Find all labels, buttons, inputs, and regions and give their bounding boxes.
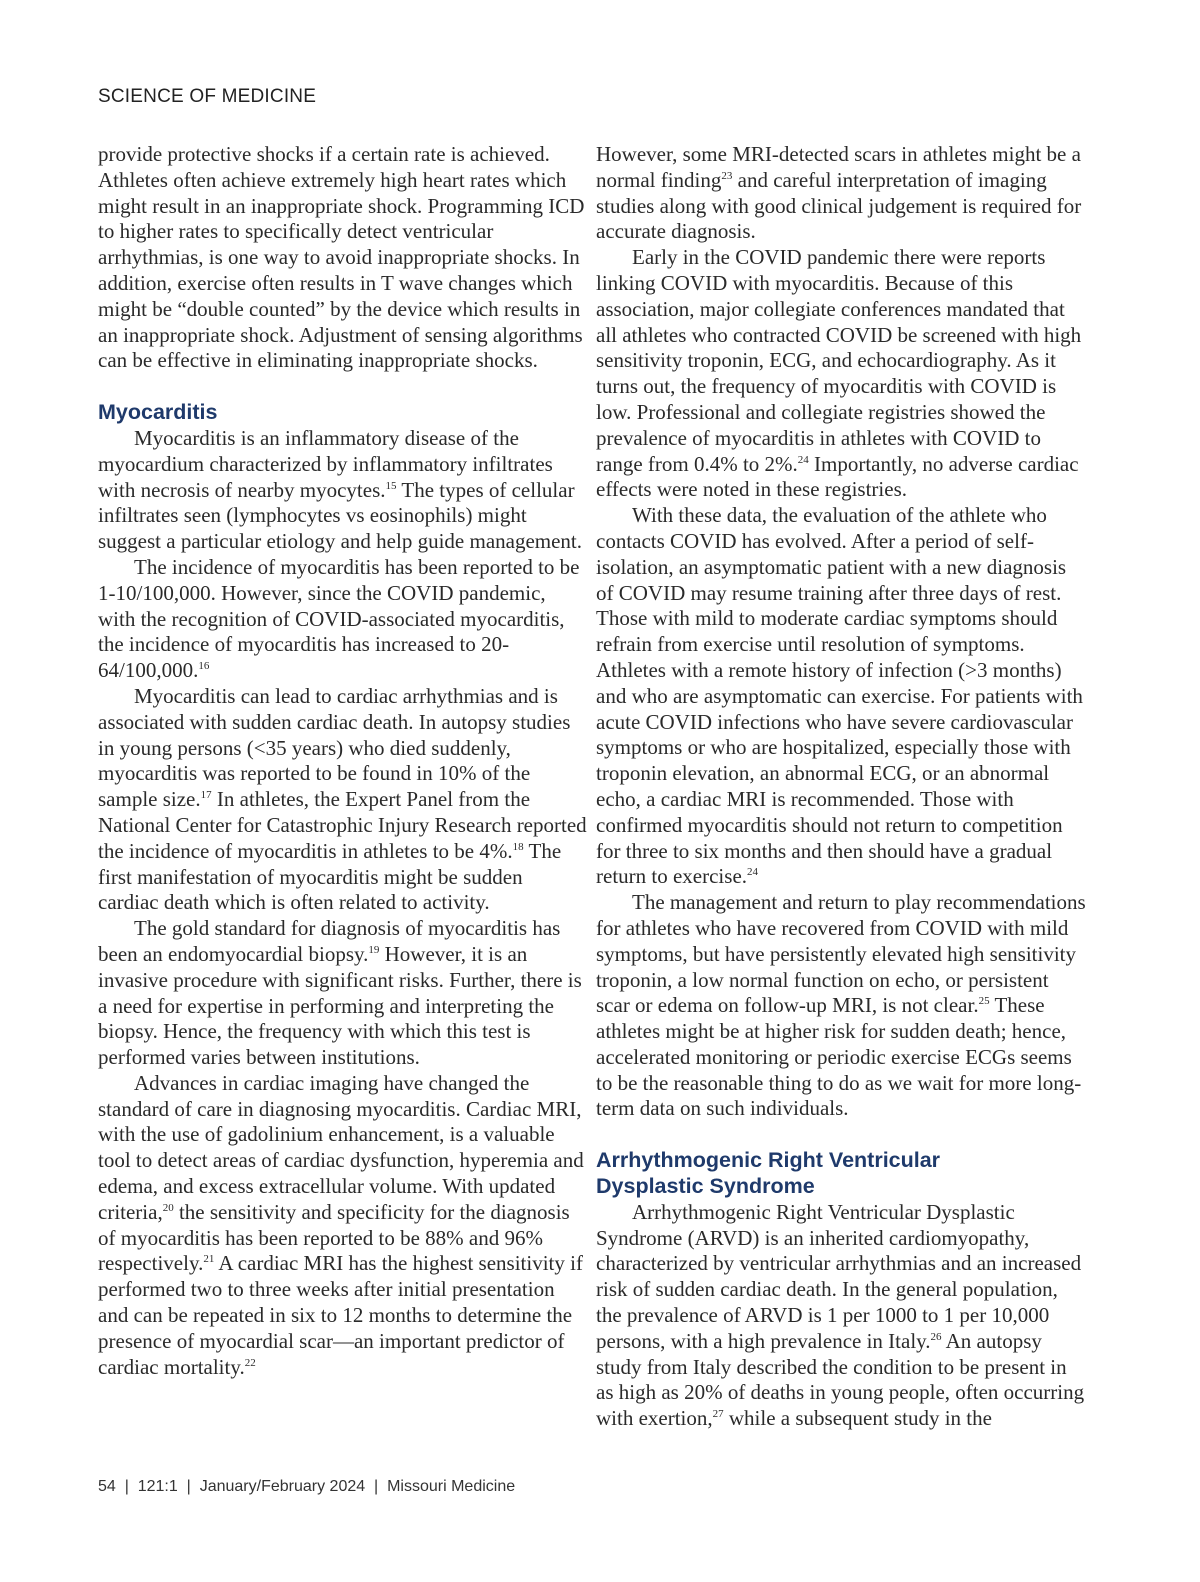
- page-footer: 54 | 121:1 | January/February 2024 | Missouri Medicine: [98, 1478, 516, 1495]
- ref-23: 23: [721, 169, 733, 182]
- ref-16: 16: [198, 660, 210, 673]
- ref-24: 24: [797, 453, 809, 466]
- paragraph-arvd: Arrhythmogenic Right Ventricular Dysplastic Syndrome (ARVD) is an inherited cardiomyopathy, characterized by ventricular arrhythmias and an increased risk of sudden cardiac death. In the general population, the prevalence of ARVD is 1 per 1000 to 1 per 10,000 persons, with a high prevalence in Italy.$^{26}$ An autopsy study from Italy described the condition to be present in as high as 20% of deaths in young people, often occurring with exertion,$^{27}$ while a subsequent study in the: [596, 1199, 1085, 1431]
- ref-27: 27: [712, 1408, 724, 1421]
- heading-myocarditis: Myocarditis: [98, 400, 218, 425]
- ref-25: 25: [978, 995, 990, 1008]
- ref-15: 15: [385, 479, 397, 492]
- paragraph-myocarditis-incidence: The incidence of myocarditis has been reported to be 1-10/100,000. However, since the COVID pandemic, with the recognition of COVID-associated myocarditis, the incidence of myocarditis has increased to 20-64/100,000.16: [98, 554, 580, 683]
- ref-21: 21: [203, 1253, 215, 1266]
- ref-22: 22: [244, 1356, 256, 1369]
- paragraph-biopsy: The gold standard for diagnosis of myocarditis has been an endomyocardial biopsy.$^{19}$ However, it is an invasive procedure with significant risks. Further, there is a need for expertise in performing and interpreting the biopsy. Hence, the frequency with which this test is performed varies between institutions.: [98, 916, 582, 1070]
- ref-19: 19: [368, 943, 380, 956]
- right-column: [596, 142, 1086, 1432]
- ref-24: 24: [747, 866, 759, 879]
- ref-20: 20: [162, 1201, 174, 1214]
- paragraph-myocarditis-arrhythmias: Myocarditis can lead to cardiac arrhythmias and is associated with sudden cardiac death. In autopsy studies in young persons (<35 years) who died suddenly, myocarditis was reported to be found in 10% of the sample size.$^{17}$ In athletes, the Expert Panel from the National Center for Catastrophic Injury Research reported the incidence of myocarditis in athletes to be 4%.$^{18}$ The first manifestation of myocarditis might be sudden cardiac death which is often related to activity.: [98, 683, 587, 915]
- ref-18: 18: [512, 840, 524, 853]
- paragraph-covid-myocarditis: Early in the COVID pandemic there were reports linking COVID with myocarditis. Because of this association, major collegiate conferences mandated that all athletes who contracted COVID be screened with high sensitivity troponin, ECG, and echocardiography. As it turns out, the frequency of myocarditis with COVID is low. Professional and collegiate registries showed the prevalence of myocarditis in athletes with COVID to range from 0.4% to 2%.$^{24}$ Importantly, no adverse cardiac effects were noted in these registries.: [596, 245, 1082, 502]
- section-header: SCIENCE OF MEDICINE: [98, 86, 317, 107]
- ref-17: 17: [200, 789, 212, 802]
- heading-arvd: Arrhythmogenic Right Ventricular Dysplastic Syndrome: [596, 1148, 941, 1199]
- paragraph-return-to-play: The management and return to play recommendations for athletes who have recovered from COVID with mild symptoms, but have persistently elevated high sensitivity troponin, a low normal function on echo, or persistent scar or edema on follow-up MRI, is not clear.$^{25}$ These athletes might be at higher risk for sudden death; hence, accelerated monitoring or periodic exercise ECGs seems to be the reasonable thing to do as we wait for more long-term data on such individuals.: [596, 890, 1086, 1121]
- paragraph-covid-evaluation: With these data, the evaluation of the athlete who contacts COVID has evolved. After a period of self-isolation, an asymptomatic patient with a new diagnosis of COVID may resume training after three days of rest. Those with mild to moderate cardiac symptoms should refrain from exercise until resolution of symptoms. Athletes with a remote history of infection (>3 months) and who are asymptomatic can exercise. For patients with acute COVID infections who have severe cardiovascular symptoms or who are hospitalized, especially those with troponin elevation, an abnormal ECG, or an abnormal echo, a cardiac MRI is recommended. Those with confirmed myocarditis should not return to competition for three to six months and then should have a gradual return to exercise.$^{24}$: [596, 503, 1083, 889]
- paragraph-mri-scars: However, some MRI-detected scars in athletes might be a normal finding$^{23}$ and careful interpretation of imaging studies along with good clinical judgement is required for accurate diagnosis.: [596, 142, 1082, 244]
- ref-26: 26: [930, 1330, 942, 1343]
- paragraph-myocarditis-definition: Myocarditis is an inflammatory disease of the myocardium characterized by inflammatory infiltrates with necrosis of nearby myocytes.$^{15}$ The types of cellular infiltrates seen (lymphocytes vs eosinophils) might suggest a particular etiology and help guide management.: [98, 425, 583, 554]
- left-column: [98, 142, 588, 1380]
- paragraph-icd-shocks: provide protective shocks if a certain rate is achieved. Athletes often achieve extremely high heart rates which might result in an inappropriate shock. Programming ICD to higher rates to specifically detect ventricular arrhythmias, is one way to avoid inappropriate shocks. In addition, exercise often results in T wave changes which might be “double counted” by the device which results in an inappropriate shock. Adjustment of sensing algorithms can be effective in eliminating inappropriate shocks.: [98, 142, 585, 373]
- paragraph-cardiac-imaging: Advances in cardiac imaging have changed the standard of care in diagnosing myocarditis. Cardiac MRI, with the use of gadolinium enhancement, is a valuable tool to detect areas of cardiac dysfunction, hyperemia and edema, and excess extracellular volume. With updated criteria,$^{20}$ the sensitivity and specificity for the diagnosis of myocarditis has been reported to be 88% and 96% respectively.$^{21}$ A cardiac MRI has the highest sensitivity if performed two to three weeks after initial presentation and can be repeated in six to 12 months to determine the presence of myocardial scar—an important predictor of cardiac mortality.$^{22}$: [98, 1070, 584, 1379]
